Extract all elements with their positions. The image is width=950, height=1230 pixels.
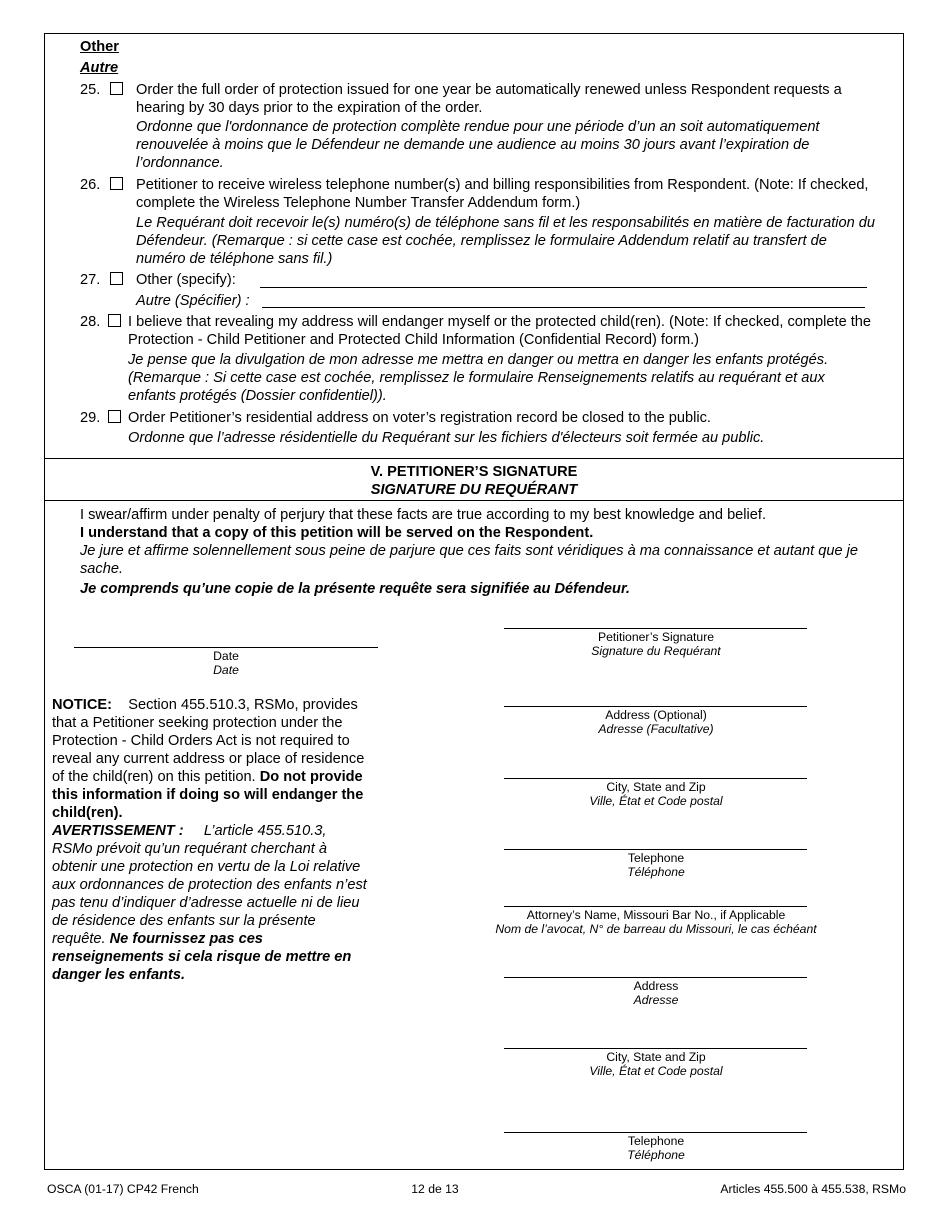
item-26-number: 26. — [80, 177, 101, 193]
attorney-city-state-zip-line[interactable] — [504, 1048, 807, 1049]
petitioner-signature-label-fr: Signature du Requérant — [591, 644, 721, 658]
signature-section-title-fr: SIGNATURE DU REQUÉRANT — [370, 482, 578, 498]
city-state-zip-line[interactable] — [504, 778, 807, 779]
attorney-telephone-label-en: Telephone — [627, 1134, 685, 1148]
item-29-number: 29. — [80, 410, 101, 426]
item-28-text-en-content: I believe that revealing my address will endanger myself or the protected child(ren). (Note: If checked, complete the Protection - Child Petitioner and Protected Child Information (Confidential Record) form.) — [128, 314, 872, 348]
signature-section-title-en: V. PETITIONER’S SIGNATURE — [370, 464, 578, 480]
footer-statutes: Articles 455.500 à 455.538, RSMo — [720, 1182, 906, 1196]
petitioner-signature-line[interactable] — [504, 628, 807, 629]
section-divider-top — [44, 458, 904, 459]
notice-bold-fr: Ne fournissez pas ces renseignements si cela risque de mettre en danger les enfants. — [52, 931, 352, 983]
item-29-checkbox[interactable] — [108, 410, 121, 423]
address-optional-label-fr: Adresse (Facultative) — [598, 722, 714, 736]
item-26-text-fr: Le Requérant doit recevoir le(s) numéro(s) de téléphone sans fil et les responsabilités en matière de facturation du Défendeur. (Remarque : si cette case est cochée, remplissez le formulaire Addendum relatif au transfert de numéro de téléphone sans fil.) — [136, 215, 876, 267]
notice-label-en: NOTICE: — [52, 697, 112, 713]
petitioner-signature-label-en: Petitioner’s Signature — [597, 630, 715, 644]
address-optional-label-en: Address (Optional) — [605, 708, 707, 722]
swear-statement-en: I swear/affirm under penalty of perjury that these facts are true according to my best knowledge and belief. — [80, 507, 767, 523]
item-27-specify-line[interactable] — [260, 287, 867, 288]
notice-label-fr: AVERTISSEMENT : — [52, 823, 184, 839]
item-27-text-en: Other (specify): — [136, 272, 236, 288]
date-label-en: Date — [213, 649, 239, 663]
item-28-text-fr: Je pense que la divulgation de mon adresse me mettra en danger ou mettra en danger les enfants protégés. (Remarque : Si cette case est cochée, remplissez le formulaire Renseignements relatifs au requérant et aux enfants protégés (Dossier confidentiel)). — [128, 352, 829, 404]
notice-block — [52, 696, 367, 984]
item-25-number: 25. — [80, 82, 101, 98]
swear-statement-fr: Je jure et affirme solennellement sous peine de parjure que ces faits sont véridiques à ma connaissance et autant que je sache. — [80, 543, 858, 577]
telephone-label-fr: Téléphone — [627, 865, 685, 879]
attorney-city-state-zip-label-fr: Ville, État et Code postal — [589, 1064, 723, 1078]
item-28-checkbox[interactable] — [108, 314, 121, 327]
attorney-telephone-line[interactable] — [504, 1132, 807, 1133]
footer-page-number: 12 de 13 — [411, 1182, 459, 1196]
understand-statement-fr: Je comprends qu’une copie de la présente requête sera signifiée au Défendeur. — [80, 581, 630, 597]
item-26-text-en: Petitioner to receive wireless telephone number(s) and billing responsibilities from Respondent. (Note: If checked, complete the Wireless Telephone Number Transfer Addendum form.) — [136, 177, 869, 211]
attorney-city-state-zip-label-en: City, State and Zip — [606, 1050, 706, 1064]
item-27-number: 27. — [80, 272, 101, 288]
item-27-text-fr: Autre (Spécifier) : — [136, 293, 250, 309]
notice-text-en: Section 455.510.3, RSMo, provides that a Petitioner seeking protection under the Protection - Child Orders Act is not required to reveal any current address or place of residence of the child(ren) on this petition. — [52, 697, 365, 785]
date-line[interactable] — [74, 647, 378, 648]
attorney-telephone-label-fr: Téléphone — [627, 1148, 685, 1162]
city-state-zip-label-fr: Ville, État et Code postal — [589, 794, 723, 808]
other-heading-en: Other — [80, 39, 119, 55]
attorney-address-line[interactable] — [504, 977, 807, 978]
footer-form-id: OSCA (01-17) CP42 French — [47, 1182, 199, 1196]
section-divider-bottom — [44, 500, 904, 501]
item-26-checkbox[interactable] — [110, 177, 123, 190]
attorney-name-label-fr: Nom de l’avocat, N° de barreau du Missouri, le cas échéant — [495, 922, 817, 936]
attorney-name-label-en: Attorney’s Name, Missouri Bar No., if Applicable — [526, 908, 786, 922]
telephone-line[interactable] — [504, 849, 807, 850]
item-28-text-en — [128, 313, 878, 349]
item-25-text-en: Order the full order of protection issued for one year be automatically renewed unless Respondent requests a hearing by 30 days prior to the expiration of the order. — [136, 82, 842, 116]
item-25-checkbox[interactable] — [110, 82, 123, 95]
address-optional-line[interactable] — [504, 706, 807, 707]
item-29-text-en: Order Petitioner’s residential address on voter’s registration record be closed to the public. — [128, 410, 711, 426]
item-29-text-fr: Ordonne que l’adresse résidentielle du Requérant sur les fichiers d'électeurs soit fermée au public. — [128, 430, 765, 446]
item-27-checkbox[interactable] — [110, 272, 123, 285]
city-state-zip-label-en: City, State and Zip — [606, 780, 706, 794]
attorney-address-label-en: Address — [633, 979, 679, 993]
item-28-number: 28. — [80, 314, 101, 330]
telephone-label-en: Telephone — [627, 851, 685, 865]
understand-statement-en: I understand that a copy of this petition will be served on the Respondent. — [80, 525, 594, 541]
other-heading-fr: Autre — [80, 60, 119, 76]
attorney-address-label-fr: Adresse — [633, 993, 679, 1007]
item-27-specify-line-fr[interactable] — [262, 307, 865, 308]
notice-bold-en: Do not provide this information if doing so will endanger the child(ren). — [52, 769, 364, 821]
notice-text-fr: L’article 455.510.3, RSMo prévoit qu’un requérant cherchant à obtenir une protection en vertu de la Loi relative aux ordonnances de protection des enfants n’est pas tenu d’indiquer d’adresse actuelle ni de lieu de résidence des enfants sur la présente requête. — [52, 823, 367, 947]
attorney-name-line[interactable] — [504, 906, 807, 907]
item-25-text-fr: Ordonne que l'ordonnance de protection complète rendue pour une période d’un an soit automatiquement renouvelée à moins que le Défendeur ne demande une audience au moins 30 jours avant l’expiration de l’ordonnance. — [136, 119, 820, 171]
date-label-fr: Date — [213, 663, 239, 677]
